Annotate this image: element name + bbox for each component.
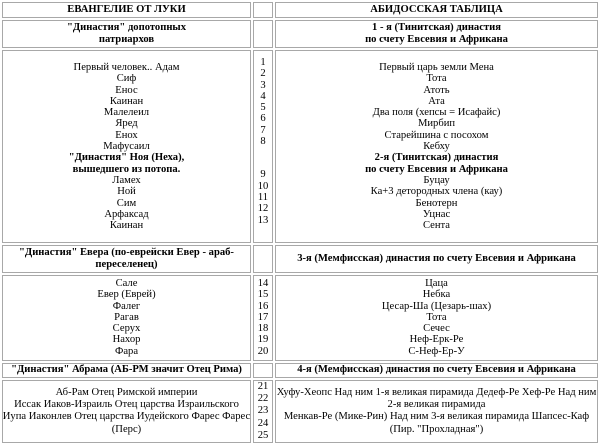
- section1-right-subtitle-line1: 2-я (Тинитская) династия: [374, 152, 499, 164]
- header-right-label: АБИДОССКАЯ ТАБЛИЦА: [370, 4, 503, 15]
- row-number: 9: [260, 169, 266, 181]
- row-number: 17: [257, 311, 269, 323]
- list-item: Рагав: [114, 311, 139, 323]
- header-left-cell: [2, 2, 251, 18]
- section3-right-body: [275, 380, 598, 443]
- row-number: 21: [257, 381, 269, 392]
- list-item: Сечес: [423, 323, 450, 335]
- row-number: 3: [260, 79, 266, 91]
- row-number: 11: [257, 191, 269, 203]
- list-item: Сента: [422, 220, 451, 232]
- list-item: Сим: [116, 197, 137, 209]
- list-item: Старейшина с посохом: [384, 129, 489, 141]
- row-number: 23: [257, 405, 269, 417]
- list-item: Хуфу-Хеопс Над ним 1-я великая пирамида Дедеф-Ре Хеф-Ре Над ним: [276, 387, 597, 398]
- list-item: Небка: [422, 289, 451, 301]
- list-item: Яред: [115, 118, 138, 130]
- section1-right-list: [276, 62, 597, 231]
- list-item: Мафусаил: [103, 141, 150, 153]
- row-number: 18: [257, 323, 269, 335]
- list-item: Мирбип: [417, 118, 456, 130]
- row-number: 15: [257, 289, 269, 301]
- section3-right-title-line1: 4-я (Мемфисская) династия по счету Евсевия и Африкана: [297, 364, 576, 375]
- row-number: 1: [260, 57, 266, 68]
- list-item: Цаца: [425, 278, 448, 289]
- list-item: Менкав-Ре (Мике-Рин) Над ним 3-я великая пирамида Шапсес-Каф: [283, 411, 590, 423]
- list-item: Сале: [115, 278, 138, 289]
- list-item: Буцау: [423, 174, 450, 186]
- section2-title-number-cell: [253, 245, 273, 273]
- list-item: Два поля (хепсы = Исафайс): [372, 107, 501, 119]
- section1-right-title-line2: по счету Евсевия и Африкана: [365, 34, 508, 45]
- list-item: Фара: [114, 345, 139, 357]
- header-number-cell: [253, 2, 273, 18]
- row-number: 20: [257, 345, 269, 357]
- section3-title-number-cell: [253, 363, 273, 378]
- list-item: Атоть: [423, 84, 450, 96]
- section1-left-title-cell: [2, 20, 251, 48]
- section2-right-title-cell: [275, 245, 598, 273]
- list-item: Бенотерн: [415, 197, 458, 209]
- section3-left-list: [3, 387, 250, 436]
- section1-left-subtitle-line1: "Династия" Ноя (Неха),: [68, 152, 185, 164]
- section1-right-body: [275, 50, 598, 243]
- row-number: 14: [257, 278, 269, 289]
- list-item: Фалег: [112, 300, 141, 312]
- section2-left-title-line2: переселенец): [95, 259, 158, 270]
- section3-right-title-cell: [275, 363, 598, 378]
- section2-left-title-cell: [2, 245, 251, 273]
- row-number: 10: [257, 180, 269, 192]
- list-item: Иупа Иаконлев Отец царства Иудейского Фарес Фарес: [2, 411, 251, 423]
- list-item: Первый человек.. Адам: [73, 62, 180, 73]
- row-number: 4: [260, 90, 266, 102]
- list-item: (Перс): [111, 423, 142, 435]
- section2-left-list: [3, 278, 250, 357]
- list-item: Каинан: [109, 95, 144, 107]
- list-item: Первый царь земли Мена: [379, 62, 494, 73]
- row-number: 19: [257, 334, 269, 346]
- section2-left-title-line1: "Династия" Евера (по-еврейски Евер - араб-: [19, 247, 234, 258]
- section3-number-list: [254, 381, 272, 442]
- list-item: Енох: [115, 129, 138, 141]
- list-item: Тота: [426, 73, 447, 85]
- list-item: Уцнас: [422, 208, 451, 220]
- list-item: (Пир. "Прохладная"): [389, 423, 484, 435]
- list-item: Нахор: [112, 334, 141, 346]
- row-number: 24: [257, 417, 269, 429]
- row-number: 12: [257, 203, 269, 215]
- section1-right-title-cell: [275, 20, 598, 48]
- section2-right-title-line1: 3-я (Мемфисская) династия по счету Евсевия и Африкана: [297, 253, 576, 264]
- list-item: Енос: [115, 84, 138, 96]
- row-number: 13: [257, 214, 269, 226]
- section1-right-title-line1: 1 - я (Тинитская) династия: [372, 22, 501, 33]
- list-item: Ата: [428, 95, 445, 107]
- section2-number-column: [253, 275, 273, 361]
- section3-right-list: [276, 387, 597, 436]
- list-item: Тота: [426, 311, 447, 323]
- section1-right-subtitle-line2: по счету Евсевия и Африкана: [365, 163, 508, 175]
- section2-right-body: [275, 275, 598, 361]
- section2-right-list: [276, 278, 597, 357]
- list-item: Ной: [117, 186, 136, 198]
- list-item: Арфаксад: [104, 208, 149, 220]
- list-item: Серух: [112, 323, 141, 335]
- section3-left-title-line1: "Династия" Абрама (АБ-РМ значит Отец Рима): [11, 364, 242, 375]
- section3-left-body: [2, 380, 251, 443]
- list-item: Сиф: [116, 73, 137, 85]
- list-item: Неф-Ерк-Ре: [409, 334, 464, 346]
- section1-number-list: [254, 57, 272, 226]
- list-item: Ламех: [112, 174, 141, 186]
- list-item: Иссак Иаков-Израиль Отец царства Израильского: [14, 399, 239, 411]
- section2-number-list: [254, 278, 272, 357]
- row-number: 16: [257, 300, 269, 312]
- list-item: Каинан: [109, 220, 144, 232]
- section1-left-list: [3, 62, 250, 231]
- section1-left-title-line1: "Династия" допотопных: [67, 22, 186, 33]
- row-number: 25: [257, 429, 269, 441]
- list-item: С-Неф-Ер-У: [408, 345, 465, 357]
- row-number: 8: [260, 136, 266, 148]
- row-number: 7: [260, 124, 266, 136]
- list-item: Ка+3 детородных члена (кау): [370, 186, 503, 198]
- section1-left-body: [2, 50, 251, 243]
- list-item: Аб-Рам Отец Римской империи: [55, 387, 198, 398]
- section3-number-column: [253, 380, 273, 443]
- row-number: 5: [260, 102, 266, 114]
- section1-left-subtitle-line2: вышедшего из потопа.: [72, 163, 181, 175]
- list-item: Кебху: [423, 141, 450, 153]
- list-item: 2-я великая пирамида: [387, 399, 486, 411]
- section3-left-title-cell: [2, 363, 251, 378]
- list-item: Евер (Еврей): [97, 289, 156, 301]
- row-number: 6: [260, 113, 266, 125]
- list-item: Малелеил: [103, 107, 150, 119]
- row-number: 2: [260, 68, 266, 80]
- section2-left-body: [2, 275, 251, 361]
- section1-title-number-cell: [253, 20, 273, 48]
- section1-number-column: [253, 50, 273, 243]
- header-left-label: ЕВАНГЕЛИЕ ОТ ЛУКИ: [67, 4, 186, 15]
- row-number: 22: [257, 393, 269, 405]
- header-right-cell: [275, 2, 598, 18]
- section1-left-title-line2: патриархов: [98, 34, 155, 45]
- list-item: Цесар-Ша (Цезарь-шах): [381, 300, 492, 312]
